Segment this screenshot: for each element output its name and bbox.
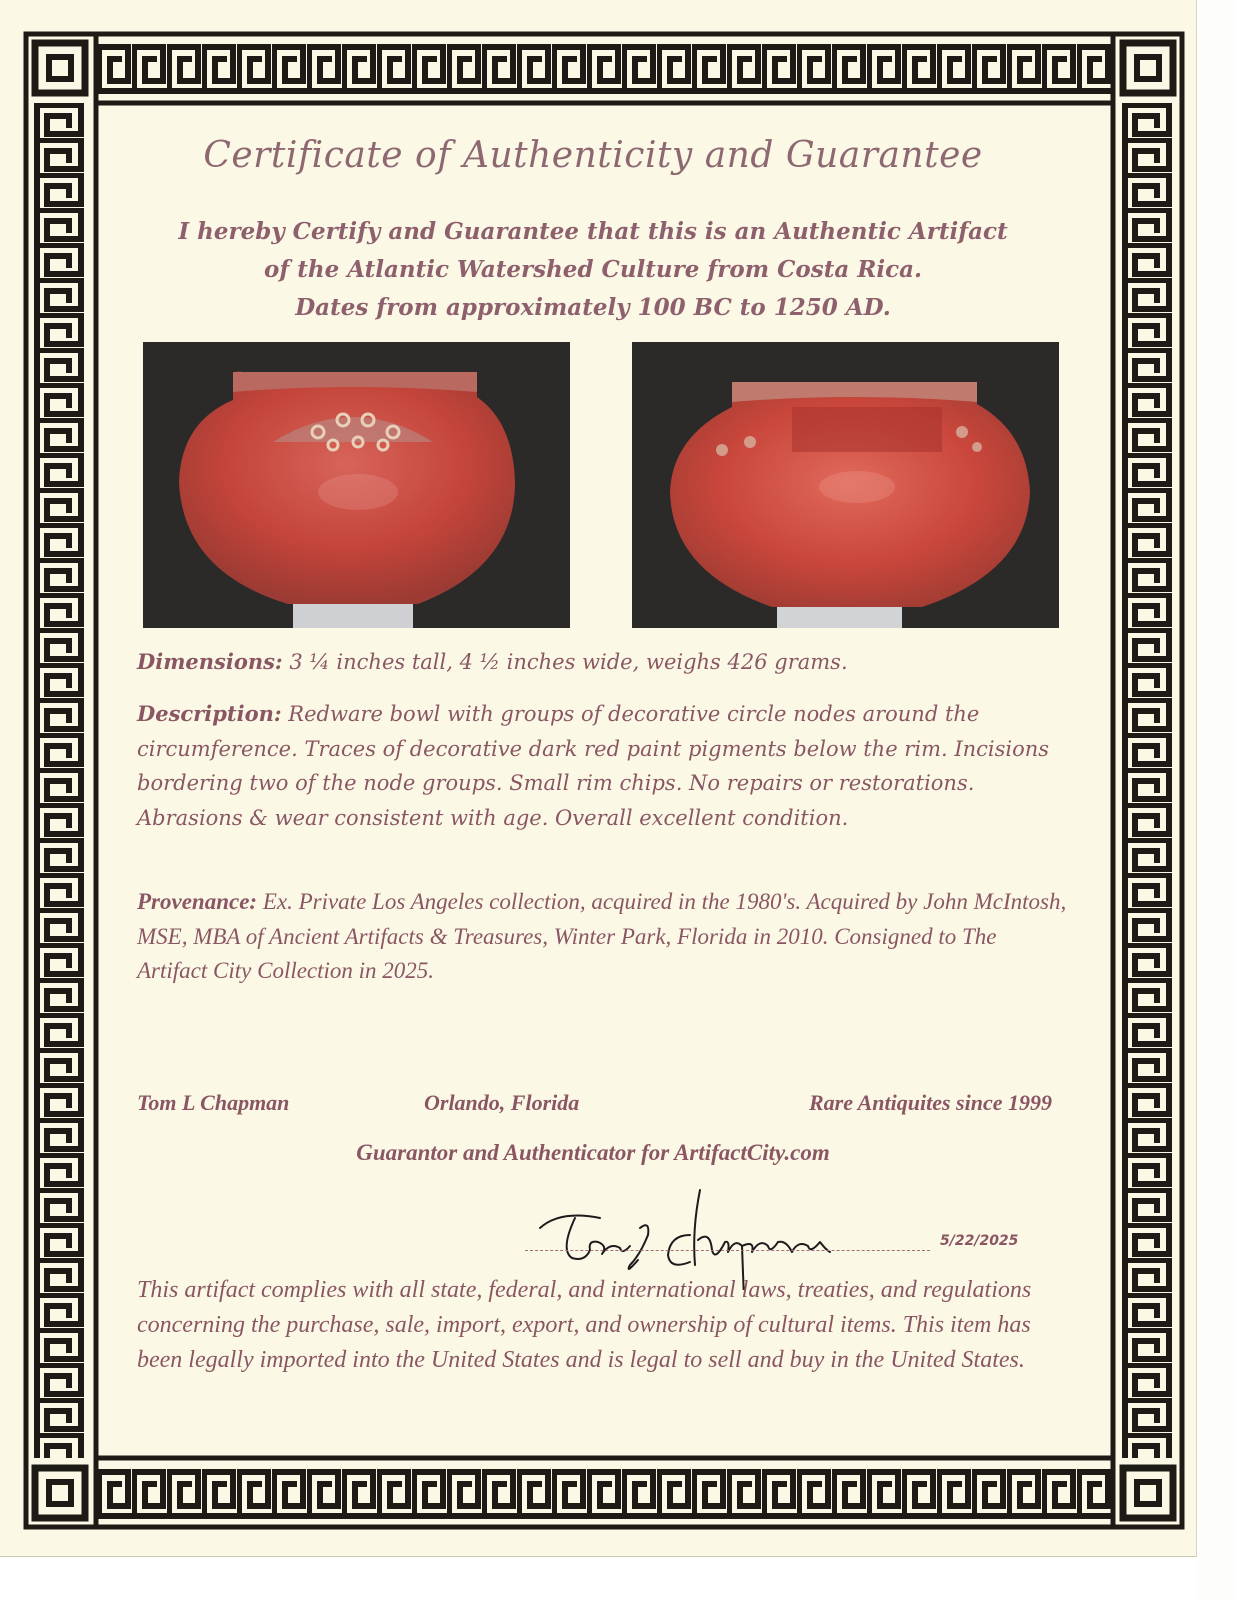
guarantor-line: Guarantor and Authenticator for ArtifactCity.com xyxy=(356,1140,830,1165)
dimensions-label: Dimensions: xyxy=(137,649,283,674)
legal-compliance-statement: This artifact complies with all state, federal, and international laws, treaties, and regulations concerning the purchase, sale, import, export, and ownership of cultural items. This item has been legally imported into the United States and is legal to sell and buy in the United States. xyxy=(137,1277,1032,1373)
intro-line: Dates from approximately 100 BC to 1250 AD. xyxy=(295,294,891,321)
description-section xyxy=(137,697,1067,835)
certification-statement xyxy=(100,213,1086,327)
signatory-tagline: Rare Antiquites since 1999 xyxy=(808,1090,1052,1115)
certificate-title: Certificate of Authenticity and Guarantee xyxy=(203,135,983,176)
signature-date: 5/22/2025 xyxy=(940,1233,1019,1249)
artifact-photo-side xyxy=(632,342,1059,628)
artifact-photo-front xyxy=(143,342,570,628)
intro-line: of the Atlantic Watershed Culture from Costa Rica. xyxy=(264,256,922,283)
provenance-section xyxy=(137,885,1067,989)
provenance-text: Ex. Private Los Angeles collection, acquired in the 1980's. Acquired by John McIntosh, MSE, MBA of Ancient Artifacts & Treasures, Winter Park, Florida in 2010. Consigned to The Artifact City Collection in 2025. xyxy=(137,889,1067,983)
provenance-label: Provenance: xyxy=(137,889,258,914)
bowl-image xyxy=(143,342,570,628)
signature-line xyxy=(525,1250,930,1251)
signatory-info-row xyxy=(137,1090,1052,1120)
dimensions-section xyxy=(137,645,1067,680)
certificate-body xyxy=(100,105,1086,1455)
bowl-image xyxy=(632,342,1059,628)
signatory-location: Orlando, Florida xyxy=(424,1090,580,1115)
intro-line: I hereby Certify and Guarantee that this is an Authentic Artifact xyxy=(178,218,1008,245)
description-label: Description: xyxy=(137,701,282,726)
description-text: Redware bowl with groups of decorative circle nodes around the circumference. Traces of decorative dark red paint pigments below the rim. Incisions bordering two of the node groups. Small rim chips. No repairs or restorations. Abrasions & wear consistent with age. Overall excellent condition. xyxy=(137,702,1050,830)
dimensions-value: 3 ¼ inches tall, 4 ½ inches wide, weighs 426 grams. xyxy=(282,650,848,674)
signatory-name: Tom L Chapman xyxy=(137,1090,290,1115)
